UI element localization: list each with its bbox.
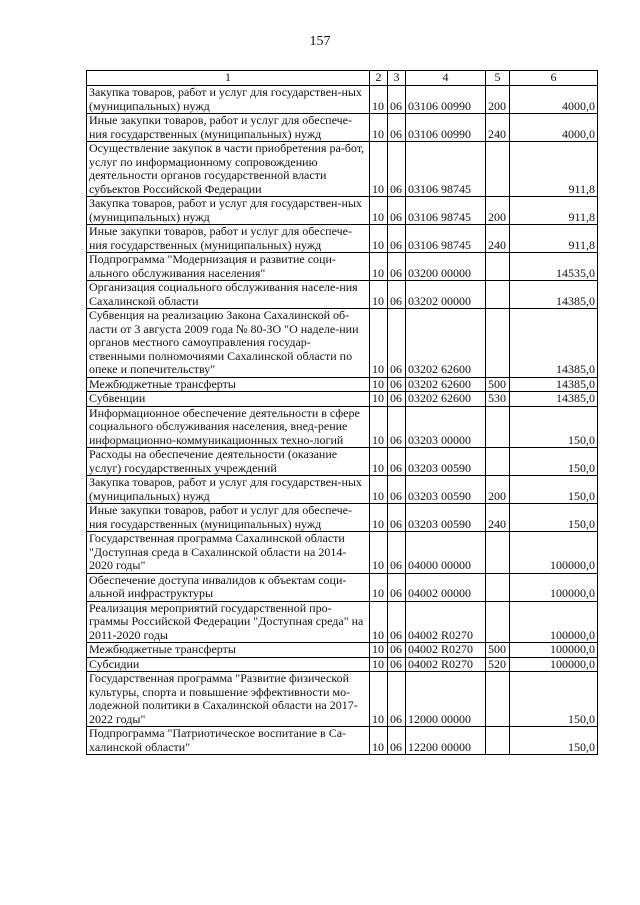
expense-type-code: 500 (486, 643, 510, 658)
amount: 100000,0 (510, 643, 598, 658)
section-code: 10 (370, 197, 388, 225)
expense-type-code (486, 142, 510, 197)
subsection-code: 06 (388, 532, 406, 574)
subsection-code: 06 (388, 225, 406, 253)
table-row (87, 672, 598, 727)
subsection-code: 06 (388, 114, 406, 142)
expense-type-code: 200 (486, 476, 510, 504)
subsection-code: 06 (388, 392, 406, 407)
amount: 14385,0 (510, 281, 598, 309)
subsection-code: 06 (388, 476, 406, 504)
row-name: Закупка товаров, работ и услуг для государствен-ных (муниципальных) нужд (87, 476, 370, 504)
table-row (87, 197, 598, 225)
target-article-code: 03203 00590 (406, 504, 486, 532)
expense-type-code: 500 (486, 377, 510, 392)
row-name: Информационное обеспечение деятельности в сфере социального обслуживания населения, внед-рение информационно-коммуникационных техно-логий (87, 406, 370, 448)
table-row (87, 309, 598, 378)
row-name: Обеспечение доступа инвалидов к объектам соци-альной инфраструктуры (87, 573, 370, 601)
section-code: 10 (370, 601, 388, 643)
table-row (87, 573, 598, 601)
table-row (87, 643, 598, 658)
row-name: Государственная программа Сахалинской области "Доступная среда в Сахалинской области на 2014-2020 годы" (87, 532, 370, 574)
row-name: Межбюджетные трансферты (87, 377, 370, 392)
expense-type-code (486, 448, 510, 476)
amount: 150,0 (510, 672, 598, 727)
amount: 4000,0 (510, 114, 598, 142)
table-row (87, 86, 598, 114)
table-row (87, 448, 598, 476)
section-code: 10 (370, 657, 388, 672)
expense-type-code (486, 672, 510, 727)
amount: 911,8 (510, 142, 598, 197)
target-article-code: 03203 00590 (406, 448, 486, 476)
expense-type-code: 530 (486, 392, 510, 407)
amount: 150,0 (510, 727, 598, 755)
column-header: 5 (486, 71, 510, 86)
expense-type-code: 520 (486, 657, 510, 672)
table-row (87, 532, 598, 574)
subsection-code: 06 (388, 601, 406, 643)
amount: 4000,0 (510, 86, 598, 114)
expense-type-code (486, 406, 510, 448)
expense-type-code (486, 253, 510, 281)
section-code: 10 (370, 253, 388, 281)
expense-type-code: 200 (486, 197, 510, 225)
amount: 150,0 (510, 476, 598, 504)
target-article-code: 04002 00000 (406, 573, 486, 601)
section-code: 10 (370, 504, 388, 532)
target-article-code: 03202 00000 (406, 281, 486, 309)
amount: 14535,0 (510, 253, 598, 281)
subsection-code: 06 (388, 504, 406, 532)
expense-type-code (486, 601, 510, 643)
subsection-code: 06 (388, 657, 406, 672)
expense-type-code (486, 727, 510, 755)
column-header: 2 (370, 71, 388, 86)
row-name: Осуществление закупок в части приобретения ра-бот, услуг по информационному сопровождению деятельности органов государственной власти субъектов Российской Федерации (87, 142, 370, 197)
expense-type-code: 240 (486, 504, 510, 532)
subsection-code: 06 (388, 86, 406, 114)
table-row (87, 114, 598, 142)
section-code: 10 (370, 281, 388, 309)
table-row (87, 225, 598, 253)
target-article-code: 03200 00000 (406, 253, 486, 281)
row-name: Субвенции (87, 392, 370, 407)
table-row (87, 657, 598, 672)
row-name: Реализация мероприятий государственной про-граммы Российской Федерации "Доступная среда" на 2011-2020 годы (87, 601, 370, 643)
amount: 150,0 (510, 504, 598, 532)
row-name: Иные закупки товаров, работ и услуг для обеспече-ния государственных (муниципальных) нужд (87, 504, 370, 532)
section-code: 10 (370, 142, 388, 197)
target-article-code: 03106 98745 (406, 142, 486, 197)
section-code: 10 (370, 114, 388, 142)
expense-type-code: 240 (486, 114, 510, 142)
section-code: 10 (370, 309, 388, 378)
amount: 14385,0 (510, 309, 598, 378)
target-article-code: 03106 00990 (406, 86, 486, 114)
target-article-code: 03106 00990 (406, 114, 486, 142)
row-name: Межбюджетные трансферты (87, 643, 370, 658)
amount: 100000,0 (510, 573, 598, 601)
row-name: Субсидии (87, 657, 370, 672)
amount: 100000,0 (510, 601, 598, 643)
section-code: 10 (370, 86, 388, 114)
target-article-code: 03203 00000 (406, 406, 486, 448)
subsection-code: 06 (388, 281, 406, 309)
target-article-code: 12000 00000 (406, 672, 486, 727)
column-header: 3 (388, 71, 406, 86)
section-code: 10 (370, 406, 388, 448)
target-article-code: 04002 R0270 (406, 643, 486, 658)
section-code: 10 (370, 377, 388, 392)
table-row (87, 601, 598, 643)
section-code: 10 (370, 392, 388, 407)
amount: 150,0 (510, 406, 598, 448)
table-header-row (87, 71, 598, 86)
target-article-code: 03202 62600 (406, 392, 486, 407)
subsection-code: 06 (388, 197, 406, 225)
expense-type-code: 240 (486, 225, 510, 253)
table-row (87, 504, 598, 532)
target-article-code: 03203 00590 (406, 476, 486, 504)
section-code: 10 (370, 573, 388, 601)
table-row (87, 727, 598, 755)
section-code: 10 (370, 672, 388, 727)
row-name: Субвенция на реализацию Закона Сахалинской об-ласти от 3 августа 2009 года № 80-ЗО "О наделе-нии органов местного самоуправления государ-ственными полномочиями Сахалинской области по опеке и попечительству" (87, 309, 370, 378)
table-row (87, 377, 598, 392)
expense-type-code (486, 532, 510, 574)
table-row (87, 142, 598, 197)
amount: 14385,0 (510, 377, 598, 392)
subsection-code: 06 (388, 573, 406, 601)
subsection-code: 06 (388, 377, 406, 392)
subsection-code: 06 (388, 672, 406, 727)
table-row (87, 253, 598, 281)
amount: 911,8 (510, 197, 598, 225)
row-name: Государственная программа "Развитие физической культуры, спорта и повышение эффективности мо-лодежной политики в Сахалинской области на 2017-2022 годы" (87, 672, 370, 727)
row-name: Организация социального обслуживания населе-ния Сахалинской области (87, 281, 370, 309)
target-article-code: 03202 62600 (406, 377, 486, 392)
row-name: Подпрограмма "Модернизация и развитие соци-ального обслуживания населения" (87, 253, 370, 281)
table-row (87, 281, 598, 309)
amount: 100000,0 (510, 532, 598, 574)
budget-table (86, 70, 598, 755)
row-name: Закупка товаров, работ и услуг для государствен-ных (муниципальных) нужд (87, 86, 370, 114)
section-code: 10 (370, 643, 388, 658)
column-header: 6 (510, 71, 598, 86)
section-code: 10 (370, 532, 388, 574)
amount: 14385,0 (510, 392, 598, 407)
expense-type-code (486, 573, 510, 601)
amount: 911,8 (510, 225, 598, 253)
target-article-code: 04002 R0270 (406, 657, 486, 672)
row-name: Подпрограмма "Патриотическое воспитание в Са-халинской области" (87, 727, 370, 755)
table-row (87, 392, 598, 407)
column-header: 1 (87, 71, 370, 86)
row-name: Закупка товаров, работ и услуг для государствен-ных (муниципальных) нужд (87, 197, 370, 225)
subsection-code: 06 (388, 142, 406, 197)
table-row (87, 406, 598, 448)
target-article-code: 03202 62600 (406, 309, 486, 378)
table-body (87, 86, 598, 755)
table-row (87, 476, 598, 504)
subsection-code: 06 (388, 448, 406, 476)
amount: 100000,0 (510, 657, 598, 672)
section-code: 10 (370, 448, 388, 476)
column-header: 4 (406, 71, 486, 86)
expense-type-code (486, 281, 510, 309)
row-name: Расходы на обеспечение деятельности (оказание услуг) государственных учреждений (87, 448, 370, 476)
subsection-code: 06 (388, 253, 406, 281)
section-code: 10 (370, 225, 388, 253)
target-article-code: 03106 98745 (406, 197, 486, 225)
target-article-code: 04000 00000 (406, 532, 486, 574)
expense-type-code: 200 (486, 86, 510, 114)
amount: 150,0 (510, 448, 598, 476)
subsection-code: 06 (388, 309, 406, 378)
row-name: Иные закупки товаров, работ и услуг для обеспече-ния государственных (муниципальных) нужд (87, 225, 370, 253)
subsection-code: 06 (388, 406, 406, 448)
target-article-code: 04002 R0270 (406, 601, 486, 643)
subsection-code: 06 (388, 643, 406, 658)
subsection-code: 06 (388, 727, 406, 755)
row-name: Иные закупки товаров, работ и услуг для обеспече-ния государственных (муниципальных) нужд (87, 114, 370, 142)
page-number: 157 (309, 34, 331, 49)
expense-type-code (486, 309, 510, 378)
target-article-code: 12200 00000 (406, 727, 486, 755)
section-code: 10 (370, 476, 388, 504)
target-article-code: 03106 98745 (406, 225, 486, 253)
section-code: 10 (370, 727, 388, 755)
